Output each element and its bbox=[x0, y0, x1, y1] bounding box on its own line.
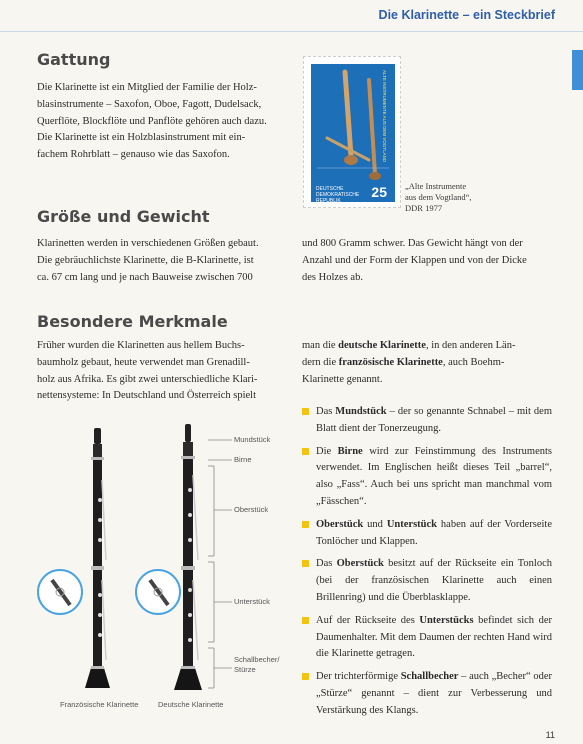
paragraph-merkmale-left bbox=[37, 338, 289, 405]
stamp-country-line: REPUBLIK bbox=[316, 198, 341, 204]
text-run: Der trichterförmige bbox=[316, 671, 401, 683]
caption-french-clarinet: Französische Klarinette bbox=[60, 700, 139, 709]
paragraph-merkmale-right bbox=[302, 338, 554, 388]
text-line bbox=[302, 355, 554, 372]
text-line: Anzahl und der Form der Klappen und von der Dicke bbox=[302, 254, 527, 266]
chapter-edge-tab bbox=[572, 50, 583, 90]
heading-besondere-merkmale: Besondere Merkmale bbox=[37, 312, 228, 331]
text-line: Klarinette genannt. bbox=[302, 373, 383, 385]
list-item bbox=[302, 444, 552, 511]
running-header: Die Klarinette – ein Steckbrief bbox=[378, 8, 555, 22]
caption-line: aus dem Vogtland“, bbox=[405, 192, 472, 202]
stamp-country bbox=[316, 186, 359, 204]
text-run: , auch Boehm- bbox=[442, 356, 505, 368]
text-run: , in den anderen Län- bbox=[425, 340, 516, 351]
text-line: ca. 67 cm lang und je nach Bauweise zwischen 700 bbox=[37, 271, 253, 283]
stamp-country-line: DEMOKRATISCHE bbox=[316, 192, 360, 198]
paragraph-groesse-right bbox=[302, 236, 554, 286]
part-brackets bbox=[208, 440, 232, 688]
list-item bbox=[302, 556, 552, 606]
text-run: Das bbox=[316, 406, 336, 417]
keyword: Mundstück bbox=[335, 406, 387, 417]
keyword: französische Klarinette bbox=[338, 356, 443, 368]
text-line: Klarinetten werden in verschiedenen Größen gebaut. bbox=[37, 238, 259, 249]
text-line: fachem Rohrblatt – genauso wie das Saxofon. bbox=[37, 149, 230, 161]
label-line: Stürze bbox=[234, 665, 256, 674]
caption-german-clarinet: Deutsche Klarinette bbox=[158, 700, 224, 709]
stamp-caption bbox=[405, 181, 472, 214]
detail-magnifier-circles bbox=[38, 570, 180, 614]
clarinet-parts-list bbox=[302, 404, 552, 720]
keyword: Schallbecher bbox=[400, 671, 459, 683]
text-line: Die Klarinette ist ein Holzblasinstrument mit ein- bbox=[37, 132, 246, 144]
paragraph-groesse-left bbox=[37, 236, 289, 286]
label-schallbecher bbox=[234, 655, 279, 675]
keyword: Birne bbox=[337, 445, 363, 457]
text-line: blasinstrumente – Saxofon, Oboe, Fagott, Dudelsack, bbox=[37, 98, 262, 110]
text-run: Die bbox=[316, 445, 338, 457]
ddr-stamp bbox=[303, 56, 401, 208]
list-item bbox=[302, 404, 552, 438]
label-mundstueck: Mundstück bbox=[234, 435, 271, 444]
text-line: Querflöte, Blockflöte und Panflöte gehören auch dazu. bbox=[37, 115, 267, 127]
text-run: – auch „Becher“ oder „Stürze“ genannt – dient zur Verbesserung und Verstärkung des Klangs. bbox=[316, 671, 552, 716]
label-unterstueck: Unterstück bbox=[234, 597, 270, 606]
label-line: Schallbecher/ bbox=[234, 655, 280, 664]
text-line: Früher wurden die Klarinetten aus hellem Buchs- bbox=[37, 340, 245, 351]
text-line: Die Klarinette ist ein Mitglied der Familie der Holz- bbox=[37, 82, 257, 93]
paragraph-gattung bbox=[37, 80, 289, 164]
page-number: 11 bbox=[545, 730, 555, 740]
text-line: baumholz gebaut, heute verwendet man Grenadill- bbox=[37, 356, 250, 368]
caption-line: „Alte Instrumente bbox=[405, 181, 467, 191]
text-run: besitzt auf der Rückseite ein Tonloch (bei der französischen Klarinette auch einen Brillenring) und die Überblasklappe. bbox=[316, 558, 552, 603]
label-oberstueck: Oberstück bbox=[234, 505, 269, 514]
text-line bbox=[302, 338, 554, 355]
text-line: und 800 Gramm schwer. Das Gewicht hängt von der bbox=[302, 238, 523, 249]
stamp-country-line: DEUTSCHE bbox=[316, 186, 344, 192]
list-item bbox=[302, 613, 552, 663]
text-run: und bbox=[363, 518, 387, 530]
text-run: befindet sich der Daumenhalter. Mit dem Daumen der rechten Hand wird die Klarinette getragen. bbox=[316, 614, 552, 660]
list-item bbox=[302, 669, 552, 719]
text-run: wird zur Feinstimmung des Instruments verwendet. Im Englischen heißt dieses Teil „barrel“, also „Fass“. Auch bei uns spricht man manchmal vom „Fässchen“. bbox=[316, 445, 552, 507]
text-run: Das bbox=[316, 558, 337, 570]
keyword: deutsche Klarinette bbox=[338, 340, 426, 351]
text-line: nettensysteme: In Deutschland und Österreich spielt bbox=[37, 390, 256, 402]
stamp-side-text: ALTE INSTRUMENTE AUS DEM VOGTLAND bbox=[382, 70, 387, 163]
caption-line: DDR 1977 bbox=[405, 203, 443, 213]
text-line: holz aus Afrika. Es gibt zwei unterschiedliche Klari- bbox=[37, 373, 258, 385]
label-birne: Birne bbox=[234, 455, 252, 464]
keyword: Oberstück bbox=[316, 518, 364, 530]
text-line: Die gebräuchlichste Klarinette, die B-Klarinette, ist bbox=[37, 254, 254, 266]
text-run: haben auf der Vorderseite Tonlöcher und Klappen. bbox=[316, 518, 553, 547]
text-run: – der so genannte Schnabel – mit dem Blatt dient der Tonerzeugung. bbox=[316, 406, 552, 434]
keyword: Unterstück bbox=[386, 518, 438, 530]
stamp-artwork bbox=[311, 64, 393, 204]
text-run: dern die bbox=[302, 356, 339, 368]
text-line: des Holzes ab. bbox=[302, 271, 363, 283]
header-divider bbox=[0, 31, 583, 32]
heading-gattung: Gattung bbox=[37, 50, 111, 69]
text-run: Auf der Rückseite des bbox=[316, 614, 420, 626]
french-clarinet-picture bbox=[85, 428, 110, 688]
list-item bbox=[302, 517, 552, 551]
keyword: Unterstücks bbox=[419, 614, 474, 626]
german-clarinet-picture bbox=[174, 424, 202, 690]
keyword: Oberstück bbox=[336, 558, 384, 570]
stamp-value: 25 bbox=[371, 184, 387, 200]
heading-groesse-gewicht: Größe und Gewicht bbox=[37, 207, 210, 226]
text-run: man die bbox=[302, 340, 339, 351]
